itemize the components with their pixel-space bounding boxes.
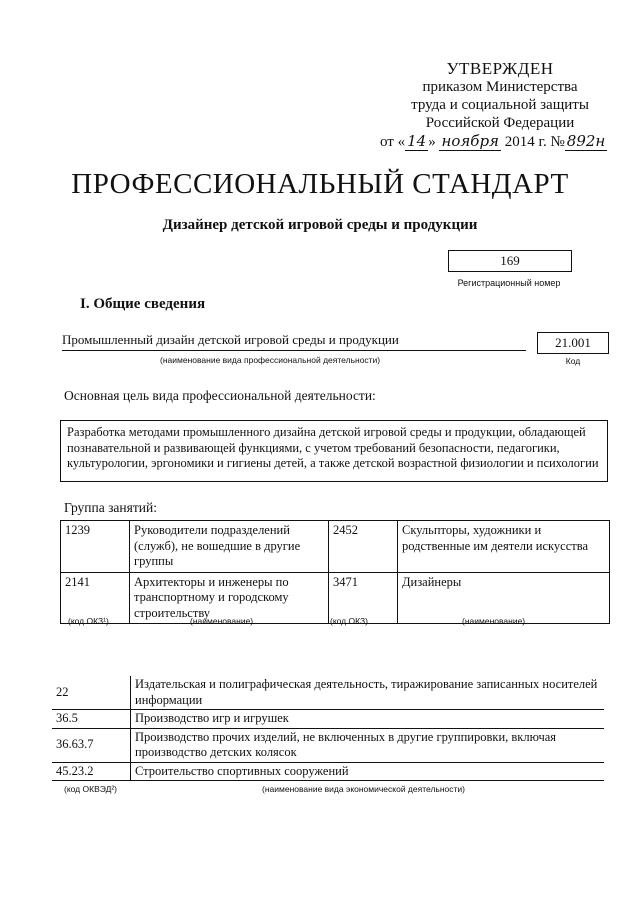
- table-row: 22 Издательская и полиграфическая деятельность, тиражирование записанных носителей информации: [52, 676, 604, 710]
- goal-text-box: Разработка методами промышленного дизайна детской игровой среды и продукции, обладающей познавательной и развивающей функциями, с учетом требований безопасности, педагогики, культурологии, эргономики и гигиены детей, а также детской возрастной физиологии и психологии: [60, 420, 608, 482]
- handwritten-number: 892н: [566, 132, 606, 150]
- group-heading: Группа занятий:: [64, 500, 157, 515]
- registration-caption: Регистрационный номер: [457, 278, 561, 288]
- table-row: 2141 Архитекторы и инженеры по транспортному и городскому строительству 3471 Дизайнеры: [61, 572, 610, 624]
- activity-underline: [62, 350, 526, 351]
- okz-code-caption: (код ОКЗ): [330, 616, 368, 626]
- okved-code-caption: (код ОКВЭД²): [64, 784, 117, 794]
- goal-heading: Основная цель вида профессиональной деятельности:: [64, 388, 376, 403]
- okz-name-caption: (наименование): [462, 616, 526, 626]
- approval-date: от « 14 » ноября 2014 г. № 892н: [380, 132, 606, 150]
- standard-name: Дизайнер детской игровой среды и продукции: [162, 217, 478, 233]
- approval-line: приказом Министерства: [422, 79, 578, 95]
- activity-code-box: 21.001: [537, 332, 609, 354]
- approval-line: труда и социальной защиты: [411, 97, 589, 113]
- activity-code-caption: Код: [565, 356, 581, 366]
- table-row: 36.5 Производство игр и игрушек: [52, 710, 604, 729]
- activity-caption: (наименование вида профессиональной деятельности): [160, 355, 381, 365]
- approval-line: Российской Федерации: [425, 115, 575, 131]
- approval-heading: УТВЕРЖДЕН: [446, 59, 554, 78]
- okz-code-caption: (код ОКЗ¹): [68, 616, 109, 626]
- section-heading: I. Общие сведения: [80, 296, 206, 312]
- table-row: 45.23.2 Строительство спортивных сооружений: [52, 762, 604, 781]
- registration-number-box: 169: [448, 250, 572, 272]
- handwritten-month: ноября: [441, 132, 499, 150]
- activity-name: Промышленный дизайн детской игровой среды и продукции: [62, 332, 399, 347]
- approval-stamp: [380, 60, 620, 151]
- document-title: ПРОФЕССИОНАЛЬНЫЙ СТАНДАРТ: [71, 168, 569, 200]
- table-row: 36.63.7 Производство прочих изделий, не включенных в другие группировки, включая производство детских колясок: [52, 728, 604, 762]
- okz-name-caption: (наименование): [190, 616, 254, 626]
- table-row: 1239 Руководители подразделений (служб), не вошедшие в другие группы 2452 Скульпторы, художники и родственные им деятели искусства: [61, 521, 610, 573]
- okved-name-caption: (наименование вида экономической деятельности): [262, 784, 465, 794]
- handwritten-day: 14: [407, 132, 427, 150]
- okved-table: [52, 676, 604, 781]
- occupation-group-table: [60, 520, 610, 624]
